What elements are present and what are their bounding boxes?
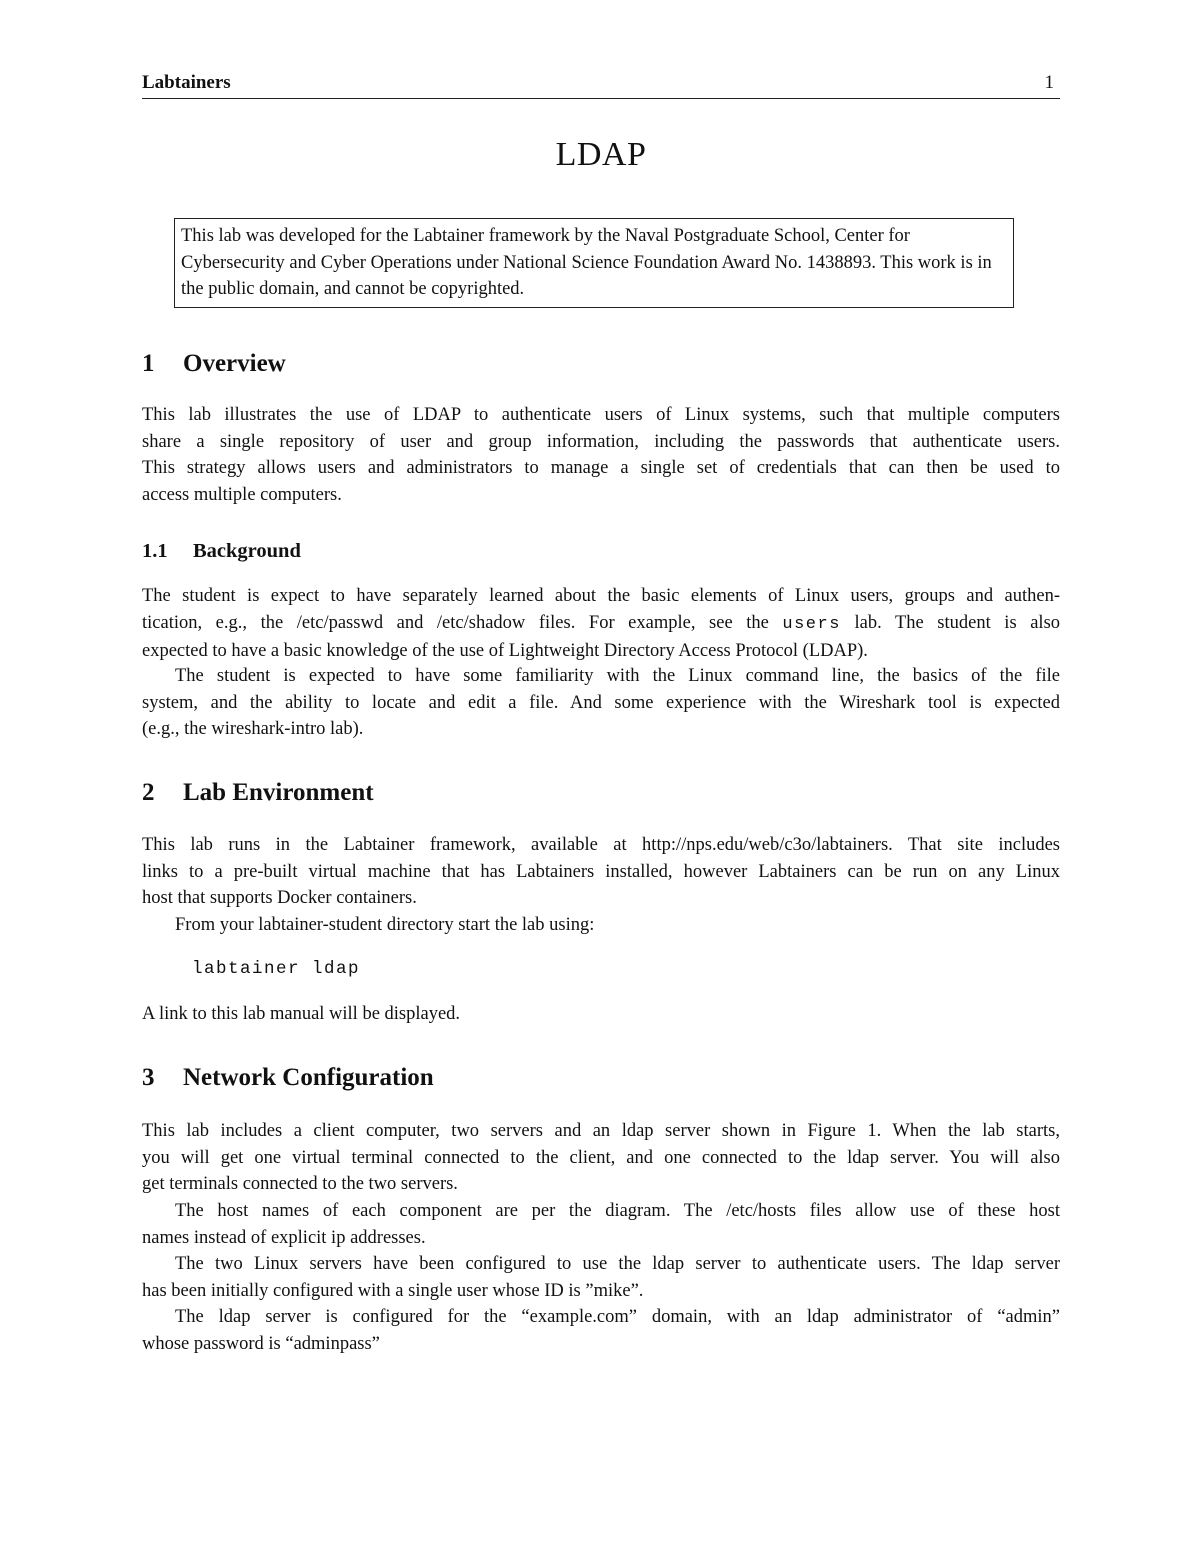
section-number: 3 [142, 1064, 155, 1091]
text-line: This lab runs in the Labtainer framework, available at http://nps.edu/web/c3o/labtainers. That site includes [142, 835, 1060, 855]
section-heading-overview [142, 350, 286, 378]
text-line: has been initially configured with a single user whose ID is ”mike”. [142, 1280, 644, 1301]
text-line: The host names of each component are per the diagram. The /etc/hosts files allow use of these host [175, 1201, 1060, 1221]
text-line: A link to this lab manual will be displayed. [142, 1004, 461, 1024]
subsection-heading-background [142, 540, 301, 563]
text-line: This lab includes a client computer, two servers and an ldap server shown in Figure 1. When the lab starts, [142, 1121, 1060, 1141]
text-line: system, and the ability to locate and edit a file. And some experience with the Wireshark tool is expected [142, 692, 1060, 713]
text-line: From your labtainer-student directory start the lab using: [175, 915, 595, 935]
network-configuration-paragraph-4 [142, 1304, 1060, 1357]
running-header [142, 70, 1060, 99]
text-segment: tication, e.g., the /etc/passwd and /etc/shadow files. For example, see the [142, 612, 769, 633]
lab-environment-paragraph-2 [142, 912, 1060, 939]
background-paragraph-2 [142, 663, 1060, 743]
text-line: names instead of explicit ip addresses. [142, 1227, 426, 1248]
lab-environment-paragraph-1 [142, 832, 1060, 912]
text-line [142, 610, 1060, 639]
text-line: The student is expected to have some familiarity with the Linux command line, the basics of the file [175, 666, 1060, 686]
network-configuration-paragraph-2 [142, 1198, 1060, 1251]
section-heading-lab-environment [142, 779, 374, 807]
text-line: (e.g., the wireshark-intro lab). [142, 719, 364, 740]
text-line: access multiple computers. [142, 484, 342, 505]
text-line: links to a pre-built virtual machine that has Labtainers installed, however Labtainers can be run on any Linux [142, 861, 1060, 882]
text-line: whose password is “adminpass” [142, 1333, 380, 1354]
lab-environment-paragraph-3 [142, 1001, 1060, 1028]
section-title: Lab Environment [183, 779, 374, 806]
text-line: This strategy allows users and administrators to manage a single set of credentials that can then be used to [142, 458, 1060, 479]
document-title: LDAP [555, 136, 647, 173]
section-title: Network Configuration [183, 1064, 434, 1091]
text-line: The two Linux servers have been configured to use the ldap server to authenticate users. The ldap server [175, 1254, 1060, 1274]
network-configuration-paragraph-3 [142, 1251, 1060, 1304]
section-number: 1 [142, 350, 155, 377]
overview-paragraph [142, 402, 1060, 508]
text-line: get terminals connected to the two servers. [142, 1174, 458, 1195]
text-line: The ldap server is configured for the “example.com” domain, with an ldap administrator of “admin” [175, 1307, 1060, 1327]
text-line: expected to have a basic knowledge of the use of Lightweight Directory Access Protocol (LDAP). [142, 641, 868, 662]
subsection-title: Background [193, 540, 301, 562]
section-heading-network-configuration [142, 1064, 434, 1092]
subsection-number: 1.1 [142, 540, 168, 562]
text-segment: lab. The student is also [854, 612, 1061, 633]
command-snippet: labtainer ldap [192, 959, 361, 979]
text-line: This lab illustrates the use of LDAP to authenticate users of Linux systems, such that multiple computers [142, 405, 1060, 425]
section-number: 2 [142, 779, 155, 806]
page-number: 1 [1044, 72, 1054, 93]
text-line: share a single repository of user and group information, including the passwords that authenticate users. [142, 431, 1060, 452]
text-line: The student is expect to have separately learned about the basic elements of Linux users, groups and authen- [142, 586, 1060, 606]
text-line: you will get one virtual terminal connected to the client, and one connected to the ldap server. You will also [142, 1147, 1060, 1168]
section-title: Overview [183, 350, 286, 377]
background-paragraph-1 [142, 583, 1060, 665]
running-title: Labtainers [142, 72, 231, 93]
inline-code: users [782, 614, 841, 634]
network-configuration-paragraph-1 [142, 1118, 1060, 1198]
notice-box: This lab was developed for the Labtainer framework by the Naval Postgraduate School, Center for Cybersecurity and Cyber Operations under National Science Foundation Award No. 1438893. This work is in the public domain, and cannot be copyrighted. [174, 218, 1014, 308]
text-line: host that supports Docker containers. [142, 888, 417, 909]
